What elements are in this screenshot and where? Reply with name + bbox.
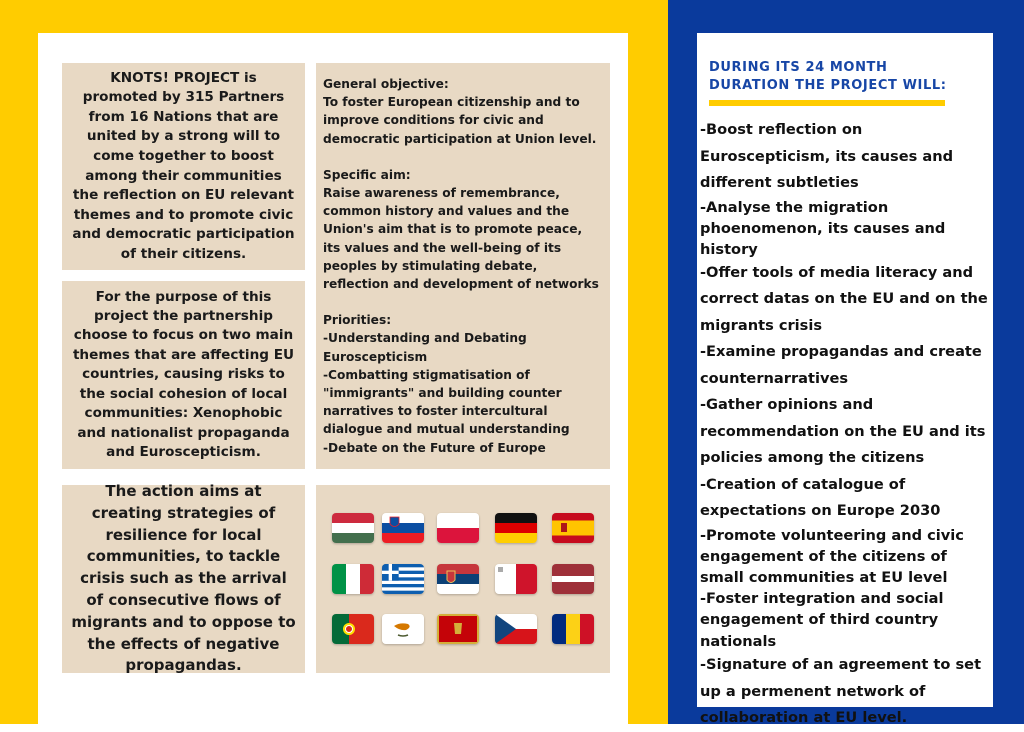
italy-flag xyxy=(332,564,374,594)
general-objective-heading: General objective: xyxy=(323,77,449,91)
heading-underline xyxy=(709,100,945,106)
list-item: -Signature of an agreement to set up a permenent network of collaboration at EU level. xyxy=(700,656,982,726)
right-heading-line2: DURATION THE PROJECT WILL: xyxy=(709,78,947,93)
themes-text: For the purpose of this project the partnership choose to focus on two main themes that are affecting EU countries, causing risks to the social cohesion of local communities: Xenophobic and nationalist propaganda and Euroscepticism. xyxy=(72,288,295,460)
list-item: -Foster integration and social engagement of third country nationals xyxy=(700,589,944,650)
list-item: -Examine propagandas and create counternarratives xyxy=(700,343,982,387)
themes-box xyxy=(62,281,305,469)
list-item: -Offer tools of media literacy and correct datas on the EU and on the migrants crisis xyxy=(700,263,988,334)
list-item: -Analyse the migration phoenomenon, its causes and history xyxy=(700,198,946,258)
flags-box xyxy=(316,485,610,673)
list-item: -Creation of catalogue of expectations on Europe 2030 xyxy=(700,475,941,519)
greece-flag xyxy=(382,564,424,594)
malta-flag xyxy=(495,564,537,594)
montenegro-flag xyxy=(437,614,479,644)
serbia-flag xyxy=(437,564,479,594)
promoters-box xyxy=(62,63,305,270)
priority-item: -Understanding and Debating Euroscepticism xyxy=(323,331,527,364)
germany-flag xyxy=(495,513,537,543)
action-box xyxy=(62,481,305,675)
general-objective-text: To foster European citizenship and to improve conditions for civic and democratic participation at Union level. xyxy=(323,95,597,146)
priority-item: -Combatting stigmatisation of "immigrants" and building counter narratives to foster intercultural dialogue and mutual understanding xyxy=(323,367,570,437)
promoters-text: KNOTS! PROJECT is promoted by 315 Partners from 16 Nations that are united by a strong will to come together to boost among their communities the reflection on EU relevant themes and to promote civic and democratic participation of their citizens. xyxy=(72,69,295,262)
czechia-flag xyxy=(495,614,537,644)
cyprus-flag xyxy=(382,614,424,644)
portugal-flag xyxy=(332,614,374,644)
slovenia-flag xyxy=(382,513,424,543)
list-item: -Promote volunteering and civic engagement of the citizens of small communities at EU level xyxy=(700,526,964,586)
poland-flag xyxy=(437,513,479,543)
hungary-flag xyxy=(332,513,374,543)
right-heading xyxy=(709,59,979,95)
action-text: The action aims at creating strategies of resilience for local communities, to tackle crisis such as the arrival of consecutive flows of migrants and to oppose to the effects of negative propagandas. xyxy=(71,481,296,675)
specific-aim-text: Raise awareness of remembrance, common history and values and the Union's aim that is to promote peace, its values and the well-being of its peoples by stimulating debate, reflection and development of networks xyxy=(323,186,599,292)
romania-flag xyxy=(552,614,594,644)
specific-aim-heading: Specific aim: xyxy=(323,167,411,182)
list-item: -Gather opinions and recommendation on the EU and its policies among the citizens xyxy=(700,396,986,466)
priorities-heading: Priorities: xyxy=(323,313,392,328)
spain-flag xyxy=(552,513,594,543)
list-item: -Boost reflection on Euroscepticism, its causes and different subtleties xyxy=(700,121,954,191)
priority-item: -Debate on the Future of Europe xyxy=(323,440,546,455)
right-heading-line1: DURING ITS 24 MONTH xyxy=(709,60,888,75)
objectives-box xyxy=(316,63,610,469)
project-activities-list xyxy=(700,117,992,732)
latvia-flag xyxy=(552,564,594,594)
